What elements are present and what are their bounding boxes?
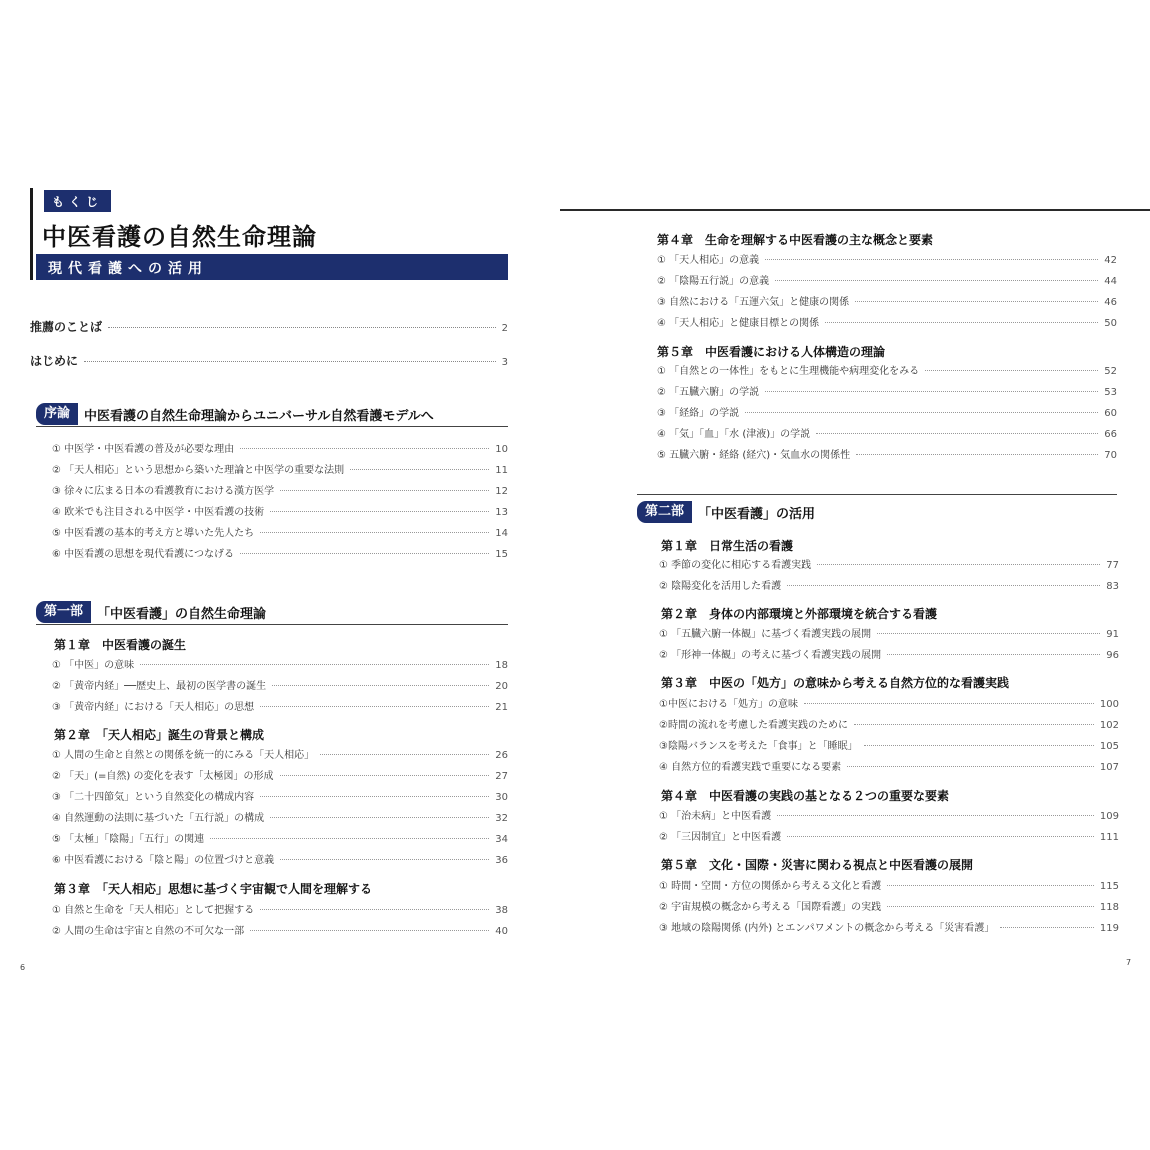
leader-dots [847, 766, 1094, 767]
leader-dots [804, 703, 1094, 704]
page-number: 18 [495, 660, 508, 671]
title-vertical-rule [30, 188, 33, 280]
chapter-item[interactable] [657, 446, 1117, 461]
entry-text: ② 「陰陽五行説」の意義 [657, 276, 770, 287]
chapter-heading[interactable]: 第３章 「天人相応」思想に基づく宇宙観で人間を理解する [54, 882, 373, 896]
chapter-heading[interactable]: 第１章 日常生活の看護 [661, 539, 794, 553]
leader-dots [887, 654, 1100, 655]
entry-text: ④ 「天人相応」と健康目標との関係 [657, 318, 820, 329]
page-number: 26 [495, 750, 508, 761]
chapter-item[interactable] [659, 877, 1119, 892]
leader-dots [817, 564, 1100, 565]
entry-text: ① 「治未病」と中医看護 [659, 811, 772, 822]
page-number: 46 [1104, 297, 1117, 308]
page-folio-left: 6 [20, 963, 26, 972]
page-number: 100 [1099, 699, 1119, 710]
chapter-heading[interactable]: 第１章 中医看護の誕生 [54, 638, 187, 652]
page-number: 119 [1099, 923, 1119, 934]
page-number: 105 [1099, 741, 1119, 752]
page-number: 102 [1099, 720, 1119, 731]
leader-dots [1000, 927, 1094, 928]
chapter-heading[interactable]: 第５章 中医看護における人体構造の理論 [657, 345, 886, 359]
page-number: 12 [495, 486, 508, 497]
entry-text: ① 「自然との一体性」をもとに生理機能や病理変化をみる [657, 366, 920, 377]
entry-label: はじめに [30, 354, 79, 368]
page-number: 52 [1104, 366, 1117, 377]
part-underline [36, 426, 508, 427]
page-number: 32 [495, 813, 508, 824]
page-number: 27 [495, 771, 508, 782]
chapter-item[interactable] [657, 425, 1117, 440]
entry-text: ④ 自然方位的看護実践で重要になる要素 [659, 762, 842, 773]
right-page [575, 0, 1150, 1150]
entry-text: ① 時間・空間・方位の関係から考える文化と看護 [659, 881, 882, 892]
entry-text: ④ 欧米でも注目される中医学・中医看護の技術 [52, 507, 265, 518]
leader-dots [140, 664, 489, 665]
entry-text: ③ 「経絡」の学説 [657, 408, 740, 419]
page-number: 44 [1104, 276, 1117, 287]
entry-text: ② 「五臓六腑」の学説 [657, 387, 760, 398]
book-subtitle: 現代看護への活用 [36, 254, 508, 280]
leader-dots [240, 448, 489, 449]
page-number: 109 [1099, 811, 1119, 822]
part-one-heading [36, 601, 266, 623]
chapter-item[interactable] [659, 625, 1119, 640]
page-number: 70 [1104, 450, 1117, 461]
chapter-item[interactable] [52, 830, 508, 845]
page-number: 53 [1104, 387, 1117, 398]
page-number: 40 [495, 926, 508, 937]
chapter-heading[interactable]: 第４章 中医看護の実践の基となる２つの重要な要素 [661, 789, 950, 803]
chapter-item[interactable] [659, 737, 1119, 752]
chapter-item[interactable] [657, 314, 1117, 329]
chapter-heading[interactable]: 第５章 文化・国際・災害に関わる視点と中医看護の展開 [661, 858, 974, 872]
toc-entry-introduction[interactable] [30, 352, 508, 369]
leader-dots [855, 301, 1098, 302]
part-badge: 第二部 [637, 501, 692, 523]
entry-text: ① 「中医」の意味 [52, 660, 135, 671]
part-overline [637, 494, 1117, 495]
page-number: 38 [495, 905, 508, 916]
chapter-heading[interactable]: 第２章 「天人相応」誕生の背景と構成 [54, 728, 265, 742]
page-number: 36 [495, 855, 508, 866]
page-number: 3 [501, 357, 508, 368]
chapter-item[interactable] [657, 272, 1117, 287]
leader-dots [280, 490, 489, 491]
entry-text: ② 「天人相応」という思想から築いた理論と中医学の重要な法則 [52, 465, 345, 476]
leader-dots [272, 685, 489, 686]
intro-item[interactable] [52, 440, 508, 455]
leader-dots [270, 817, 489, 818]
leader-dots [84, 361, 496, 362]
chapter-item[interactable] [52, 788, 508, 803]
chapter-item[interactable] [659, 898, 1119, 913]
leader-dots [765, 391, 1098, 392]
chapter-item[interactable] [52, 851, 508, 866]
leader-dots [260, 706, 489, 707]
page-number: 10 [495, 444, 508, 455]
page-number: 30 [495, 792, 508, 803]
page-number: 15 [495, 549, 508, 560]
leader-dots [260, 796, 489, 797]
entry-text: ③ 「二十四節気」という自然変化の構成内容 [52, 792, 255, 803]
chapter-item[interactable] [52, 698, 508, 713]
entry-text: ④ 自然運動の法則に基づいた「五行説」の構成 [52, 813, 265, 824]
page-number: 111 [1099, 832, 1119, 843]
entry-text: ① 季節の変化に相応する看護実践 [659, 560, 812, 571]
leader-dots [787, 585, 1100, 586]
chapter-item[interactable] [659, 577, 1119, 592]
leader-dots [787, 836, 1094, 837]
entry-text: ①中医における「処方」の意味 [659, 699, 798, 710]
entry-text: ② 「三因制宜」と中医看護 [659, 832, 782, 843]
page-number: 20 [495, 681, 508, 692]
leader-dots [280, 775, 490, 776]
toc-entry-foreword[interactable] [30, 318, 508, 335]
entry-text: ⑥ 中医看護の思想を現代看護につなげる [52, 549, 234, 560]
chapter-item[interactable] [52, 809, 508, 824]
leader-dots [270, 511, 489, 512]
leader-dots [240, 553, 489, 554]
leader-dots [877, 633, 1100, 634]
chapter-item[interactable] [657, 362, 1117, 377]
part-underline [36, 624, 508, 625]
entry-text: ③ 徐々に広まる日本の看護教育における漢方医学 [52, 486, 275, 497]
leader-dots [108, 327, 496, 328]
intro-item[interactable] [52, 482, 508, 497]
leader-dots [887, 885, 1094, 886]
page-number: 107 [1099, 762, 1119, 773]
entry-text: ②時間の流れを考慮した看護実践のために [659, 720, 848, 731]
book-title: 中医看護の自然生命理論 [42, 223, 317, 251]
leader-dots [280, 859, 489, 860]
part-title: 中医看護の自然生命理論からユニバーサル自然看護モデルへ [84, 408, 434, 424]
part-title: 「中医看護」の活用 [698, 506, 816, 522]
entry-text: ③陰陽バランスを考えた「食事」と「睡眠」 [659, 741, 858, 752]
entry-text: ② 人間の生命は宇宙と自然の不可欠な一部 [52, 926, 245, 937]
entry-text: ⑤ 「太極」「陰陽」「五行」の関連 [52, 834, 205, 845]
page-number: 96 [1106, 650, 1119, 661]
leader-dots [775, 280, 1098, 281]
page-number: 50 [1104, 318, 1117, 329]
entry-text: ⑥ 中医看護における「陰と陽」の位置づけと意義 [52, 855, 275, 866]
leader-dots [765, 259, 1098, 260]
intro-item[interactable] [52, 461, 508, 476]
chapter-item[interactable] [659, 716, 1119, 731]
page-number: 118 [1099, 902, 1119, 913]
entry-text: ② 「黄帝内経」──歴史上、最初の医学書の誕生 [52, 681, 267, 692]
chapter-item[interactable] [52, 901, 508, 916]
chapter-heading[interactable]: 第２章 身体の内部環境と外部環境を統合する看護 [661, 607, 938, 621]
page-number: 60 [1104, 408, 1117, 419]
chapter-item[interactable] [657, 404, 1117, 419]
leader-dots [260, 909, 489, 910]
entry-text: ② 「天」(=自然) の変化を表す「太極図」の形成 [52, 771, 274, 782]
page-number: 66 [1104, 429, 1117, 440]
entry-text: ③ 地域の陰陽関係 (内外) とエンパワメントの概念から考える「災害看護」 [659, 923, 995, 934]
page-number: 34 [495, 834, 508, 845]
page-number: 83 [1106, 581, 1119, 592]
chapter-item[interactable] [52, 656, 508, 671]
leader-dots [250, 930, 489, 931]
page-folio-right: 7 [1126, 958, 1132, 967]
leader-dots [887, 906, 1094, 907]
chapter-item[interactable] [657, 251, 1117, 266]
page-number: 13 [495, 507, 508, 518]
chapter-item[interactable] [52, 922, 508, 937]
entry-label: 推薦のことば [30, 320, 103, 334]
part-two-heading [637, 501, 815, 523]
chapter-item[interactable] [52, 677, 508, 692]
leader-dots [320, 754, 489, 755]
intro-item[interactable] [52, 524, 508, 539]
page-number: 11 [495, 465, 508, 476]
entry-text: ② 宇宙規模の概念から考える「国際看護」の実践 [659, 902, 882, 913]
leader-dots [854, 724, 1094, 725]
entry-text: ① 「天人相応」の意義 [657, 255, 760, 266]
contents-label: もくじ [44, 190, 111, 212]
chapter-item[interactable] [659, 919, 1119, 934]
leader-dots [864, 745, 1094, 746]
entry-text: ① 自然と生命を「天人相応」として把握する [52, 905, 255, 916]
chapter-item[interactable] [52, 746, 508, 761]
part-intro-heading [36, 403, 434, 425]
chapter-heading[interactable]: 第４章 生命を理解する中医看護の主な概念と要素 [657, 233, 934, 247]
intro-item[interactable] [52, 503, 508, 518]
leader-dots [825, 322, 1098, 323]
chapter-item[interactable] [52, 767, 508, 782]
page-number: 42 [1104, 255, 1117, 266]
page-number: 91 [1106, 629, 1119, 640]
entry-text: ③ 自然における「五運六気」と健康の関係 [657, 297, 850, 308]
leader-dots [745, 412, 1098, 413]
entry-text: ⑤ 五臓六腑・経絡 (経穴)・気血水の関係性 [657, 450, 851, 461]
entry-text: ① 人間の生命と自然との関係を統一的にみる「天人相応」 [52, 750, 315, 761]
page-number: 77 [1106, 560, 1119, 571]
chapter-item[interactable] [659, 758, 1119, 773]
leader-dots [350, 469, 489, 470]
entry-text: ② 陰陽変化を活用した看護 [659, 581, 782, 592]
leader-dots [210, 838, 489, 839]
page-number: 14 [495, 528, 508, 539]
page-number: 115 [1099, 881, 1119, 892]
intro-item[interactable] [52, 545, 508, 560]
entry-text: ② 「形神一体観」の考えに基づく看護実践の展開 [659, 650, 882, 661]
leader-dots [925, 370, 1098, 371]
entry-text: ③ 「黄帝内経」における「天人相応」の思想 [52, 702, 255, 713]
page-number: 21 [495, 702, 508, 713]
leader-dots [816, 433, 1098, 434]
entry-text: ⑤ 中医看護の基本的考え方と導いた先人たち [52, 528, 255, 539]
part-title: 「中医看護」の自然生命理論 [97, 606, 267, 622]
chapter-item[interactable] [657, 293, 1117, 308]
chapter-item[interactable] [659, 646, 1119, 661]
chapter-heading[interactable]: 第３章 中医の「処方」の意味から考える自然方位的な看護実践 [661, 676, 1010, 690]
leader-dots [856, 454, 1098, 455]
leader-dots [777, 815, 1094, 816]
leader-dots [260, 532, 489, 533]
chapter-item[interactable] [659, 556, 1119, 571]
entry-text: ① 中医学・中医看護の普及が必要な理由 [52, 444, 235, 455]
part-badge: 序論 [36, 403, 78, 425]
entry-text: ④ 「気」「血」「水 (津液)」の学説 [657, 429, 811, 440]
chapter-item[interactable] [657, 383, 1117, 398]
part-badge: 第一部 [36, 601, 91, 623]
entry-text: ① 「五臓六腑一体観」に基づく看護実践の展開 [659, 629, 872, 640]
chapter-item[interactable] [659, 695, 1119, 710]
chapter-item[interactable] [659, 828, 1119, 843]
chapter-item[interactable] [659, 807, 1119, 822]
page-number: 2 [501, 323, 508, 334]
